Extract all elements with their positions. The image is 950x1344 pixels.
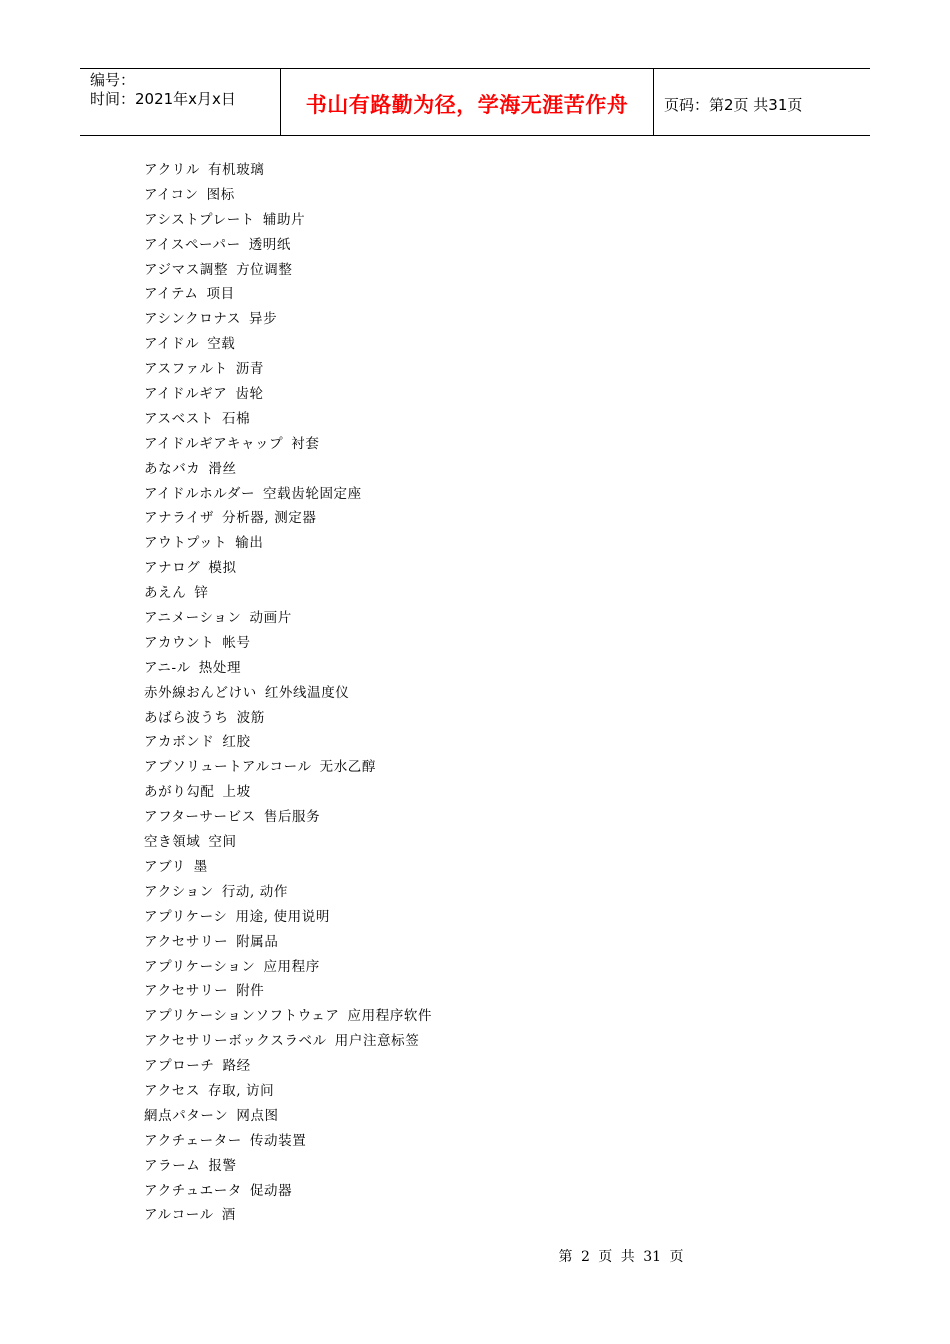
vocabulary-entry (144, 332, 432, 357)
vocabulary-entry (144, 233, 432, 258)
chinese-term: 路经 (222, 1058, 251, 1075)
vocabulary-entry (144, 482, 432, 507)
motto-text: 书山有路勤为径，学海无涯苦作舟 (305, 93, 629, 117)
chinese-term: 图标 (206, 186, 235, 203)
vocabulary-entry (144, 1179, 432, 1204)
vocabulary-entry (144, 606, 432, 631)
japanese-term: アルコール (144, 1207, 214, 1224)
chinese-term: 分析器, 测定器 (222, 510, 317, 527)
vocabulary-entry (144, 656, 432, 681)
vocabulary-entry (144, 830, 432, 855)
japanese-term: アナログ (144, 560, 201, 577)
japanese-term: アクリル (144, 162, 200, 178)
japanese-term: アナライザ (144, 510, 215, 527)
vocabulary-entry (144, 1203, 432, 1228)
japanese-term: アスファルト (144, 361, 228, 378)
japanese-term: アニメーション (144, 610, 242, 627)
chinese-term: 红胶 (222, 734, 251, 751)
vocabulary-entry (144, 158, 432, 183)
japanese-term: アシンクロナス (144, 311, 242, 328)
japanese-term: 空き領域 (144, 834, 201, 851)
chinese-term: 帐号 (222, 634, 251, 651)
vocabulary-entry (144, 979, 432, 1004)
vocabulary-entry (144, 282, 432, 307)
chinese-term: 墨 (193, 858, 208, 875)
chinese-term: 项目 (206, 286, 235, 303)
vocabulary-entry (144, 780, 432, 805)
chinese-term: 附属品 (236, 933, 279, 950)
chinese-term: 存取, 访问 (208, 1082, 275, 1099)
japanese-term: アイドルギアキャップ (144, 435, 284, 452)
chinese-term: 有机玻璃 (208, 162, 265, 178)
chinese-term: 报警 (208, 1157, 237, 1174)
chinese-term: 模拟 (208, 560, 237, 577)
vocabulary-entry (144, 880, 432, 905)
japanese-term: あがり勾配 (144, 784, 215, 801)
japanese-term: アイスペーパー (144, 236, 241, 253)
chinese-term: 售后服务 (263, 809, 321, 826)
chinese-term: 用途, 使用说明 (235, 908, 330, 925)
japanese-term: アプリケーション (144, 958, 256, 975)
chinese-term: 空载 (207, 336, 236, 353)
japanese-term: アブリ (144, 858, 186, 875)
vocabulary-entry (144, 531, 432, 556)
vocabulary-entry (144, 208, 432, 233)
chinese-term: 用户注意标签 (334, 1033, 420, 1050)
vocabulary-entry (144, 432, 432, 457)
japanese-term: あなバカ (144, 460, 201, 477)
chinese-term: 沥青 (235, 361, 264, 378)
vocabulary-entry (144, 1104, 432, 1129)
japanese-term: アカウント (144, 634, 215, 651)
chinese-term: 空间 (208, 834, 237, 851)
vocabulary-entry (144, 1004, 432, 1029)
chinese-term: 热处理 (198, 659, 242, 676)
vocabulary-entry (144, 581, 432, 606)
chinese-term: 无水乙醇 (319, 759, 376, 776)
vocabulary-entry (144, 755, 432, 780)
vocabulary-entry (144, 183, 432, 208)
vocabulary-entry (144, 730, 432, 755)
header-page-cell (654, 69, 870, 135)
chinese-term: 输出 (235, 535, 264, 552)
chinese-term: 辅助片 (262, 211, 306, 228)
vocabulary-entry (144, 930, 432, 955)
chinese-term: 传动装置 (249, 1132, 307, 1149)
japanese-term: アイテム (144, 286, 199, 303)
header-meta-cell (80, 69, 281, 135)
vocabulary-entry (144, 805, 432, 830)
japanese-term: アウトプット (144, 535, 228, 552)
vocabulary-entry (144, 706, 432, 731)
time-label: 时间：2021年x月x日 (90, 90, 236, 108)
vocabulary-entry (144, 1029, 432, 1054)
japanese-term: アクセス (144, 1082, 200, 1099)
vocabulary-entry (144, 1054, 432, 1079)
chinese-term: 衬套 (291, 435, 320, 452)
vocabulary-entry (144, 1079, 432, 1104)
chinese-term: 石棉 (221, 410, 251, 427)
japanese-term: あばら波うち (144, 709, 229, 726)
japanese-term: アブソリュートアルコール (144, 759, 312, 776)
chinese-term: 附件 (236, 983, 265, 1000)
japanese-term: アクチェーター (144, 1132, 242, 1149)
vocabulary-entry (144, 258, 432, 283)
japanese-term: アニ-ル (144, 659, 191, 676)
japanese-term: アカボンド (144, 734, 215, 751)
chinese-term: 行动, 动作 (221, 883, 289, 900)
vocabulary-entry (144, 457, 432, 482)
header-table (80, 68, 870, 136)
vocabulary-list (144, 158, 432, 1228)
chinese-term: 应用程序 (263, 958, 320, 975)
vocabulary-entry (144, 407, 432, 432)
japanese-term: アプリケーシ (144, 908, 228, 925)
chinese-term: 异步 (249, 311, 278, 328)
vocabulary-entry (144, 855, 432, 880)
japanese-term: アクセサリー (144, 933, 229, 950)
japanese-term: アクション (144, 883, 214, 900)
japanese-term: アスベスト (144, 410, 214, 427)
vocabulary-entry (144, 955, 432, 980)
page-info: 页码：第2页 共31页 (664, 95, 803, 114)
japanese-term: 網点パターン (144, 1107, 229, 1124)
japanese-term: アイドルホルダー (144, 485, 256, 502)
japanese-term: アイドルギア (144, 386, 228, 403)
chinese-term: 上坡 (222, 784, 251, 801)
japanese-term: 赤外線おんどけい (144, 684, 257, 701)
chinese-term: 透明纸 (248, 236, 291, 253)
vocabulary-entry (144, 556, 432, 581)
header-motto-cell (281, 69, 654, 135)
vocabulary-entry (144, 1129, 432, 1154)
chinese-term: 动画片 (249, 610, 292, 627)
vocabulary-entry (144, 631, 432, 656)
japanese-term: アクチュエータ (144, 1182, 242, 1199)
chinese-term: 应用程序软件 (347, 1008, 433, 1025)
vocabulary-entry (144, 1154, 432, 1179)
chinese-term: 促动器 (249, 1182, 293, 1199)
japanese-term: アイドル (144, 336, 200, 353)
japanese-term: アクセサリーボックスラベル (144, 1033, 327, 1050)
japanese-term: アイコン (144, 186, 199, 203)
chinese-term: 网点图 (236, 1107, 279, 1124)
japanese-term: アシストプレート (144, 211, 255, 228)
vocabulary-entry (144, 681, 432, 706)
chinese-term: 齿轮 (235, 386, 264, 403)
japanese-term: アクセサリー (144, 983, 229, 1000)
chinese-term: 空载齿轮固定座 (263, 485, 362, 502)
vocabulary-entry (144, 307, 432, 332)
chinese-term: 酒 (221, 1207, 236, 1224)
number-label: 编号： (90, 71, 136, 89)
chinese-term: 方位调整 (236, 261, 293, 278)
page-footer (0, 1246, 950, 1266)
vocabulary-entry (144, 506, 432, 531)
japanese-term: アプローチ (144, 1058, 215, 1075)
japanese-term: あえん (144, 585, 187, 602)
chinese-term: 红外线温度仪 (264, 684, 350, 701)
japanese-term: アフターサービス (144, 809, 256, 826)
vocabulary-entry (144, 357, 432, 382)
japanese-term: アプリケーションソフトウェア (144, 1008, 340, 1025)
japanese-term: アラーム (144, 1157, 201, 1174)
vocabulary-entry (144, 382, 432, 407)
chinese-term: 锌 (194, 585, 209, 602)
chinese-term: 波筋 (236, 709, 265, 726)
chinese-term: 滑丝 (208, 460, 237, 477)
footer-page-number: 第 2 页 共 31 页 (558, 1249, 684, 1265)
japanese-term: アジマス調整 (144, 261, 229, 278)
vocabulary-entry (144, 905, 432, 930)
